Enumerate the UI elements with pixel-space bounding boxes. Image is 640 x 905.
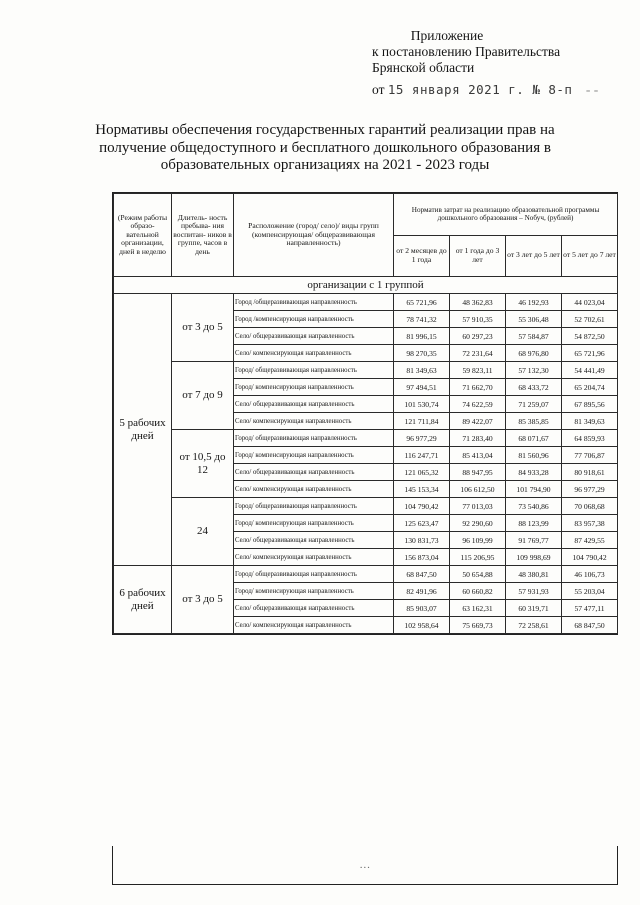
group-caption: организации с 1 группой — [114, 277, 618, 294]
norm-value-cell: 48 362,83 — [450, 294, 506, 311]
norm-value-cell: 63 162,31 — [450, 600, 506, 617]
header-age-1: от 1 года до 3 лет — [450, 235, 506, 277]
norm-value-cell: 116 247,71 — [394, 447, 450, 464]
norm-value-cell: 68 847,50 — [562, 617, 618, 634]
norm-value-cell: 85 413,04 — [450, 447, 506, 464]
norm-value-cell: 77 706,87 — [562, 447, 618, 464]
location-kind-cell: Село/ общеразвивающая направленность — [234, 600, 394, 617]
norm-value-cell: 68 071,67 — [506, 430, 562, 447]
table-row — [114, 498, 618, 515]
appendix-region: Брянской области — [372, 60, 475, 75]
hours-cell: от 3 до 5 — [172, 294, 234, 362]
norm-value-cell: 55 203,04 — [562, 583, 618, 600]
norm-value-cell: 57 477,11 — [562, 600, 618, 617]
location-kind-cell: Город/ общеразвивающая направленность — [234, 362, 394, 379]
norm-value-cell: 77 013,03 — [450, 498, 506, 515]
norm-value-cell: 156 873,04 — [394, 549, 450, 566]
norm-value-cell: 80 918,61 — [562, 464, 618, 481]
appendix-resolution: к постановлению Правительства — [372, 44, 561, 59]
location-kind-cell: Село/ компенсирующая направленность — [234, 481, 394, 498]
norm-value-cell: 115 206,95 — [450, 549, 506, 566]
norm-value-cell: 65 721,96 — [394, 294, 450, 311]
norm-value-cell: 50 654,88 — [450, 566, 506, 583]
location-kind-cell: Город/ общеразвивающая направленность — [234, 430, 394, 447]
norm-value-cell: 46 106,73 — [562, 566, 618, 583]
trailing-dash-mark: - - — [585, 82, 599, 97]
norm-value-cell: 64 859,93 — [562, 430, 618, 447]
norm-value-cell: 67 895,56 — [562, 396, 618, 413]
norm-value-cell: 121 711,84 — [394, 413, 450, 430]
header-age-0: от 2 месяцев до 1 года — [394, 235, 450, 277]
appendix-block — [372, 28, 560, 76]
norm-value-cell: 78 741,32 — [394, 311, 450, 328]
norm-value-cell: 54 872,50 — [562, 328, 618, 345]
location-kind-cell: Город/ компенсирующая направленность — [234, 583, 394, 600]
continuation-mark: … — [360, 859, 370, 871]
header-duration: Длитель- ность пребыва- ния воспитан- ников в группе, часов в день — [172, 194, 234, 277]
norm-value-cell: 74 622,59 — [450, 396, 506, 413]
norm-value-cell: 104 790,42 — [562, 549, 618, 566]
norm-value-cell: 82 491,96 — [394, 583, 450, 600]
norm-value-cell: 65 721,96 — [562, 345, 618, 362]
norms-table — [113, 193, 618, 634]
norm-value-cell: 96 109,99 — [450, 532, 506, 549]
norm-value-cell: 145 153,34 — [394, 481, 450, 498]
norm-value-cell: 48 380,81 — [506, 566, 562, 583]
header-age-3: от 5 лет до 7 лет — [562, 235, 618, 277]
norm-value-cell: 83 957,38 — [562, 515, 618, 532]
table-row — [114, 362, 618, 379]
norms-table-frame — [112, 192, 618, 635]
norm-value-cell: 81 996,15 — [394, 328, 450, 345]
norm-value-cell: 57 931,93 — [506, 583, 562, 600]
norm-value-cell: 65 204,74 — [562, 379, 618, 396]
norm-value-cell: 125 623,47 — [394, 515, 450, 532]
document-title: Нормативы обеспечения государственных гарантий реализации прав на получение общедоступного и бесплатного дошкольного образования в образовательных организациях на 2021 - 2023 годы — [95, 122, 555, 173]
location-kind-cell: Город/ компенсирующая направленность — [234, 447, 394, 464]
norm-value-cell: 75 669,73 — [450, 617, 506, 634]
norm-value-cell: 88 123,99 — [506, 515, 562, 532]
norm-value-cell: 44 023,04 — [562, 294, 618, 311]
header-norm-span: Норматив затрат на реализацию образовательной программы дошкольного образования – Nобуч, (рублей) — [394, 194, 618, 236]
location-kind-cell: Город /общеразвивающая направленность — [234, 294, 394, 311]
table-row — [114, 294, 618, 311]
norm-value-cell: 57 132,30 — [506, 362, 562, 379]
header-regime: (Режим работы образо- вательной организации, дней в неделю — [114, 194, 172, 277]
norm-value-cell: 96 977,29 — [562, 481, 618, 498]
norm-value-cell: 91 769,77 — [506, 532, 562, 549]
regime-cell: 5 рабочих дней — [114, 294, 172, 566]
norm-value-cell: 52 702,61 — [562, 311, 618, 328]
norm-value-cell: 60 319,71 — [506, 600, 562, 617]
norm-value-cell: 101 530,74 — [394, 396, 450, 413]
norm-value-cell: 60 297,23 — [450, 328, 506, 345]
norm-value-cell: 71 259,07 — [506, 396, 562, 413]
location-kind-cell: Город/ компенсирующая направленность — [234, 515, 394, 532]
norm-value-cell: 102 958,64 — [394, 617, 450, 634]
table-row — [114, 430, 618, 447]
hours-cell: от 10,5 до 12 — [172, 430, 234, 498]
norm-value-cell: 130 831,73 — [394, 532, 450, 549]
location-kind-cell: Село/ общеразвивающая направленность — [234, 464, 394, 481]
norm-value-cell: 81 560,96 — [506, 447, 562, 464]
norm-value-cell: 84 933,28 — [506, 464, 562, 481]
norm-value-cell: 46 192,93 — [506, 294, 562, 311]
norm-value-cell: 85 903,07 — [394, 600, 450, 617]
norm-value-cell: 72 258,61 — [506, 617, 562, 634]
regime-cell: 6 рабочих дней — [114, 566, 172, 634]
norm-value-cell: 109 998,69 — [506, 549, 562, 566]
location-kind-cell: Село/ общеразвивающая направленность — [234, 396, 394, 413]
appendix-heading: Приложение — [410, 28, 484, 43]
location-kind-cell: Город /компенсирующая направленность — [234, 311, 394, 328]
norm-value-cell: 121 065,32 — [394, 464, 450, 481]
norm-value-cell: 92 290,60 — [450, 515, 506, 532]
norm-value-cell: 81 349,63 — [562, 413, 618, 430]
hours-cell: от 3 до 5 — [172, 566, 234, 634]
location-kind-cell: Город/ компенсирующая направленность — [234, 379, 394, 396]
norm-value-cell: 73 540,86 — [506, 498, 562, 515]
location-kind-cell: Село/ компенсирующая направленность — [234, 617, 394, 634]
norm-value-cell: 104 790,42 — [394, 498, 450, 515]
norm-value-cell: 72 231,64 — [450, 345, 506, 362]
norm-value-cell: 101 794,90 — [506, 481, 562, 498]
header-location: Расположение (город/ село)/ виды групп (компенсирующая/ общеразвивающая направленность) — [234, 194, 394, 277]
norm-value-cell: 57 584,87 — [506, 328, 562, 345]
norm-value-cell: 98 270,35 — [394, 345, 450, 362]
handwritten-date: 15 января 2021 г. № 8-п — [387, 82, 573, 97]
norm-value-cell: 96 977,29 — [394, 430, 450, 447]
date-prefix: от — [372, 82, 385, 97]
location-kind-cell: Город/ общеразвивающая направленность — [234, 498, 394, 515]
norm-value-cell: 81 349,63 — [394, 362, 450, 379]
resolution-date-line — [372, 82, 598, 98]
norm-value-cell: 106 612,50 — [450, 481, 506, 498]
table-continuation — [112, 846, 618, 885]
norm-value-cell: 97 494,51 — [394, 379, 450, 396]
hours-cell: от 7 до 9 — [172, 362, 234, 430]
norm-value-cell: 57 910,35 — [450, 311, 506, 328]
norm-value-cell: 70 068,68 — [562, 498, 618, 515]
header-age-2: от 3 лет до 5 лет — [506, 235, 562, 277]
norm-value-cell: 68 847,50 — [394, 566, 450, 583]
norm-value-cell: 71 283,40 — [450, 430, 506, 447]
location-kind-cell: Село/ компенсирующая направленность — [234, 345, 394, 362]
norm-value-cell: 85 385,85 — [506, 413, 562, 430]
norm-value-cell: 55 306,48 — [506, 311, 562, 328]
norm-value-cell: 54 441,49 — [562, 362, 618, 379]
norm-value-cell: 68 433,72 — [506, 379, 562, 396]
hours-cell: 24 — [172, 498, 234, 566]
norm-value-cell: 89 422,07 — [450, 413, 506, 430]
location-kind-cell: Село/ общеразвивающая направленность — [234, 532, 394, 549]
norm-value-cell: 60 660,82 — [450, 583, 506, 600]
location-kind-cell: Село/ компенсирующая направленность — [234, 549, 394, 566]
norm-value-cell: 59 823,11 — [450, 362, 506, 379]
table-row — [114, 566, 618, 583]
location-kind-cell: Город/ общеразвивающая направленность — [234, 566, 394, 583]
norm-value-cell: 88 947,95 — [450, 464, 506, 481]
norm-value-cell: 71 662,70 — [450, 379, 506, 396]
location-kind-cell: Село/ компенсирующая направленность — [234, 413, 394, 430]
location-kind-cell: Село/ общеразвивающая направленность — [234, 328, 394, 345]
norm-value-cell: 68 976,80 — [506, 345, 562, 362]
norm-value-cell: 87 429,55 — [562, 532, 618, 549]
